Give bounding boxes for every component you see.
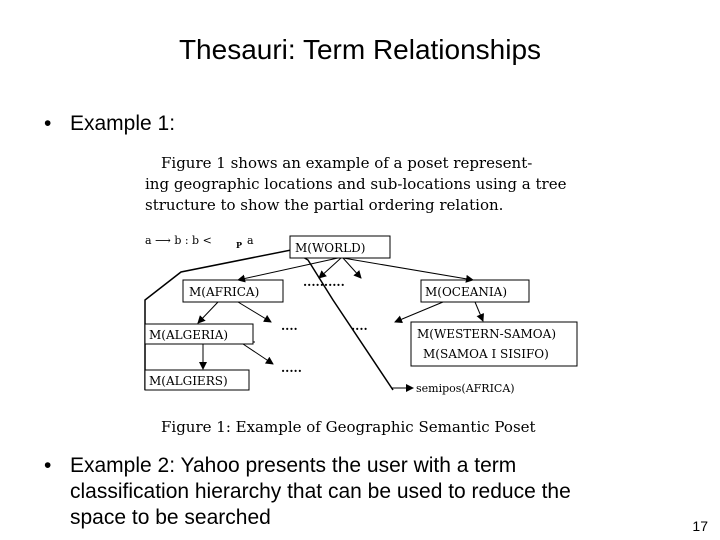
node-samoa: M(SAMOA I SISIFO) (423, 347, 549, 361)
node-africa: M(AFRICA) (189, 285, 260, 299)
poset-diagram (143, 150, 603, 440)
node-algeria: M(ALGERIA) (149, 328, 229, 342)
page-number: 17 (692, 518, 708, 534)
node-algiers: M(ALGIERS) (149, 374, 228, 388)
slide-title: Thesauri: Term Relationships (178, 34, 542, 65)
dots-algeria: ..... (281, 361, 302, 375)
edge-world-oceania (343, 258, 473, 280)
bullet-example-2-line-3: space to be searched (70, 506, 271, 529)
legend-right: a (247, 234, 254, 247)
bullet-example-1 (44, 112, 175, 136)
dots-oceania: .... (351, 319, 368, 333)
dots-africa: .... (281, 319, 298, 333)
poset-figure (143, 150, 603, 440)
figure-text-line-1: Figure 1 shows an example of a poset represent- (161, 154, 533, 172)
node-oceania: M(OCEANIA) (425, 285, 508, 299)
legend-left: a ⟶ b : b < (145, 234, 212, 247)
figure-text-line-2: ing geographic locations and sub-locations using a tree (145, 175, 567, 193)
figure-text-line-3: structure to show the partial ordering relation. (145, 196, 504, 214)
edge-africa-dots (238, 302, 271, 322)
semipos-label: semipos(AFRICA) (416, 382, 515, 395)
bullet-example-2-text (70, 453, 670, 531)
bullet-example-2-line-2: classification hierarchy that can be used to reduce the (70, 480, 571, 503)
legend-subscript: P (236, 240, 243, 250)
figure-caption: Figure 1: Example of Geographic Semantic Poset (161, 418, 536, 436)
bullet-marker-2: • (44, 454, 52, 477)
bullet-example-1-text: Example 1: (70, 112, 176, 135)
node-world: M(WORLD) (295, 241, 366, 255)
edge-oceania-samoa (475, 302, 483, 321)
node-western-samoa: M(WESTERN-SAMOA) (417, 327, 556, 341)
dots-world: .......... (303, 275, 345, 289)
bullet-marker: • (44, 112, 52, 135)
bullet-example-2 (44, 453, 674, 529)
bullet-example-2-line-1: Example 2: Yahoo presents the user with a term (70, 454, 517, 477)
edge-africa-algeria (198, 302, 218, 323)
edge-oceania-dots (395, 302, 443, 322)
edge-algeria-dots (243, 344, 273, 364)
